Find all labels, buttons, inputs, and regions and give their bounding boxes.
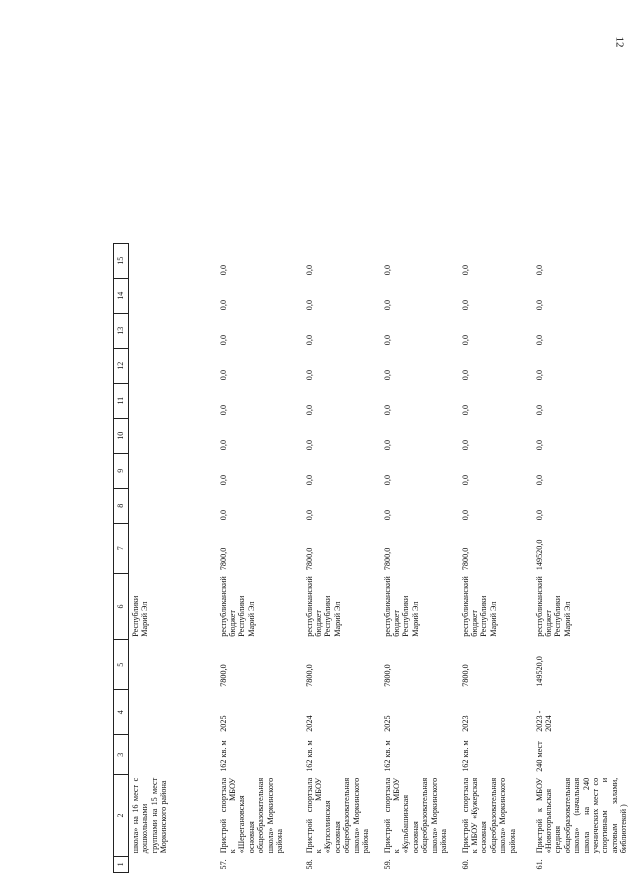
value-col11: 0,0 — [534, 404, 544, 416]
funding-source: Республики Марий Эл — [131, 595, 150, 637]
value-col9 — [129, 453, 217, 488]
value-col14: 0,0 — [304, 299, 314, 311]
value-col12: 0,0 — [460, 369, 470, 381]
object-name: Пристрой спортзала к МБОУ «Кульбашинская основная общеобразовательная школа» Моркинского района — [382, 777, 449, 854]
table-row — [533, 243, 631, 872]
value-col7: 7800,0 — [304, 547, 314, 571]
value-col13 — [129, 313, 217, 348]
row-number: 57. — [218, 859, 228, 870]
row-number: 58. — [304, 859, 314, 870]
capacity: 162 кв. м — [304, 740, 314, 772]
funding-source: республиканский бюджет Республики Марий Эл — [304, 576, 342, 637]
value-col10: 0,0 — [218, 439, 228, 451]
value-col13: 0,0 — [460, 334, 470, 346]
value-col12: 0,0 — [304, 369, 314, 381]
value-col8: 0,0 — [304, 509, 314, 521]
value-col12: 0,0 — [534, 369, 544, 381]
col-header: 13 — [114, 313, 129, 348]
value-col14 — [129, 278, 217, 313]
col-header: 12 — [114, 348, 129, 383]
value-col12: 0,0 — [218, 369, 228, 381]
funding-source: республиканский бюджет Республики Марий Эл — [218, 576, 256, 637]
total-amount — [129, 640, 217, 690]
value-col10: 0,0 — [304, 439, 314, 451]
value-col13: 0,0 — [304, 334, 314, 346]
table-row — [217, 243, 303, 872]
value-col8: 0,0 — [534, 509, 544, 521]
value-col12 — [129, 348, 217, 383]
period: 2023 - 2024 — [534, 710, 553, 732]
capacity: 162 кв. м — [382, 740, 392, 772]
col-header: 6 — [114, 573, 129, 640]
value-col12: 0,0 — [382, 369, 392, 381]
value-col11: 0,0 — [460, 404, 470, 416]
value-col9: 0,0 — [304, 474, 314, 486]
table-row — [381, 243, 459, 872]
value-col11 — [129, 383, 217, 418]
col-header: 2 — [114, 775, 129, 856]
funding-source: республиканский бюджет Республики Марий Эл — [460, 576, 498, 637]
row-number: 60. — [460, 859, 470, 870]
object-name: Пристрой к МБОУ «Новоторъяльская средняя общеобразовательная школа» (начальная школа на 240 ученических мест со спортивным и актовым залами, библиотекой ) — [534, 777, 629, 854]
value-col7 — [129, 523, 217, 573]
col-header: 9 — [114, 453, 129, 488]
value-col7: 7800,0 — [382, 547, 392, 571]
value-col15: 0,0 — [534, 264, 544, 276]
value-col15: 0,0 — [304, 264, 314, 276]
funding-source: республиканский бюджет Республики Марий Эл — [534, 576, 572, 637]
capacity: 162 кв. м — [218, 740, 228, 772]
row-number — [129, 856, 217, 872]
value-col13: 0,0 — [218, 334, 228, 346]
col-header: 1 — [114, 856, 129, 872]
value-col13: 0,0 — [534, 334, 544, 346]
period — [129, 690, 217, 735]
value-col14: 0,0 — [218, 299, 228, 311]
value-col9: 0,0 — [534, 474, 544, 486]
col-header: 14 — [114, 278, 129, 313]
value-col15: 0,0 — [460, 264, 470, 276]
value-col8: 0,0 — [460, 509, 470, 521]
period: 2025 — [218, 715, 228, 732]
object-name: Пристрой спортзала к МБОУ «Кужерская основная общеобразовательная школа» Моркинского района — [460, 777, 517, 854]
value-col11: 0,0 — [218, 404, 228, 416]
col-header: 3 — [114, 735, 129, 775]
value-col15: 0,0 — [218, 264, 228, 276]
table-row — [129, 243, 217, 872]
value-col10: 0,0 — [382, 439, 392, 451]
value-col9: 0,0 — [218, 474, 228, 486]
period: 2024 — [304, 715, 314, 732]
total-amount: 7800,0 — [218, 664, 228, 687]
row-number: 61. — [534, 859, 544, 870]
value-col8: 0,0 — [218, 509, 228, 521]
value-col10: 0,0 — [534, 439, 544, 451]
value-col13: 0,0 — [382, 334, 392, 346]
value-col7: 7800,0 — [460, 547, 470, 571]
value-col11: 0,0 — [304, 404, 314, 416]
row-number: 59. — [382, 859, 392, 870]
col-header: 15 — [114, 243, 129, 278]
col-header: 11 — [114, 383, 129, 418]
col-header: 4 — [114, 690, 129, 735]
funding-source: республиканский бюджет Республики Марий Эл — [382, 576, 420, 637]
value-col15: 0,0 — [382, 264, 392, 276]
value-col10 — [129, 418, 217, 453]
object-name: Пристрой спортзала к МБОУ «Шерегановская основная общеобразовательная школа» Моркинского района — [218, 777, 285, 854]
col-header: 5 — [114, 640, 129, 690]
total-amount: 7800,0 — [304, 664, 314, 687]
value-col14: 0,0 — [460, 299, 470, 311]
value-col14: 0,0 — [382, 299, 392, 311]
col-header: 7 — [114, 523, 129, 573]
object-name: Пристрой спортзала к МБОУ «Купсолинская основная общеобразовательная школа» Моркинского района — [304, 777, 371, 854]
capacity — [129, 735, 217, 775]
total-amount: 149520,0 — [534, 656, 544, 687]
budget-table — [113, 243, 631, 873]
capacity: 162 кв. м — [460, 740, 470, 772]
capacity: 240 мест — [534, 741, 544, 772]
period: 2025 — [382, 715, 392, 732]
object-name: школа» на 16 мест с дошкольными группами на 15 мест Моркинского района — [131, 777, 169, 854]
page-number: 12 — [613, 36, 626, 48]
value-col10: 0,0 — [460, 439, 470, 451]
value-col14: 0,0 — [534, 299, 544, 311]
value-col8 — [129, 488, 217, 523]
total-amount: 7800,0 — [460, 664, 470, 687]
value-col9: 0,0 — [382, 474, 392, 486]
rotated-table-container — [113, 20, 629, 873]
value-col7: 7800,0 — [218, 547, 228, 571]
total-amount: 7800,0 — [382, 664, 392, 687]
col-header: 8 — [114, 488, 129, 523]
value-col9: 0,0 — [460, 474, 470, 486]
period: 2023 — [460, 715, 470, 732]
value-col15 — [129, 243, 217, 278]
value-col11: 0,0 — [382, 404, 392, 416]
value-col7: 149520,0 — [534, 539, 544, 571]
col-header: 10 — [114, 418, 129, 453]
value-col8: 0,0 — [382, 509, 392, 521]
header-row — [114, 243, 129, 872]
table-row — [459, 243, 533, 872]
table-row — [303, 243, 381, 872]
